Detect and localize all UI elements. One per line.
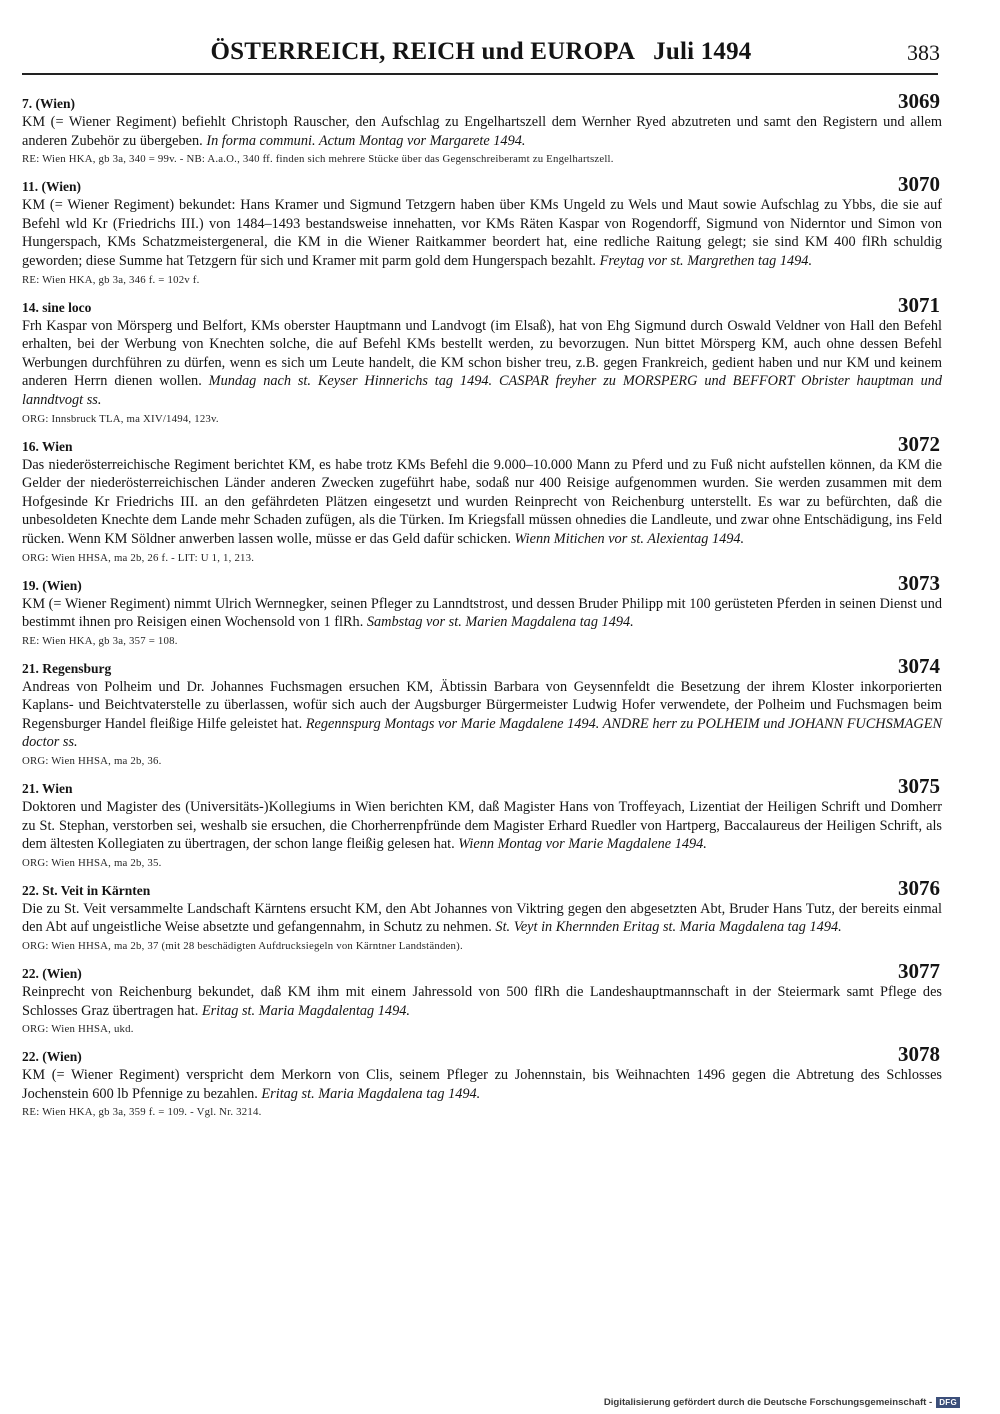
entry-heading	[22, 570, 942, 595]
entry-date: 14. sine loco	[22, 299, 92, 315]
entry-date: 22. (Wien)	[22, 966, 82, 982]
entry-source-note: RE: Wien HKA, gb 3a, 346 f. = 102v f.	[22, 273, 200, 286]
document-entry	[22, 653, 942, 770]
entry-source-note: ORG: Wien HHSA, ma 2b, 37 (mit 28 beschädigten Aufdrucksiegeln von Kärntner Landständen).	[22, 940, 463, 953]
running-title-month: Juli 1494	[653, 38, 752, 65]
entry-heading	[22, 292, 942, 317]
entry-number: 3075	[898, 774, 940, 799]
document-entry	[22, 91, 942, 168]
entry-dating-formula: Wienn Mitichen vor st. Alexientag 1494.	[514, 530, 745, 547]
entry-list	[22, 91, 942, 1127]
entry-dating-formula: Wienn Montag vor Marie Magdalene 1494.	[458, 836, 707, 853]
dfg-logo-icon: DFG	[936, 1397, 960, 1408]
entry-source-note: RE: Wien HKA, gb 3a, 359 f. = 109. - Vgl. Nr. 3214.	[22, 1106, 262, 1119]
page-footer	[604, 1394, 960, 1410]
entry-number: 3073	[898, 570, 940, 595]
document-entry	[22, 570, 942, 650]
entry-heading	[22, 875, 942, 900]
entry-body-text: Frh Kaspar von Mörsperg und Belfort, KMs oberster Hauptmann und Landvogt (im Elsaß), hat von Ehg Sigmund durch Oswald Veldner von Hall den Befehl erhalten, bei der Werbung von Knechten solche, die auf Befehl KMs bestellt werden, zu bevorzugen. Nun bittet Mörsperg KM, auch ohne dessen Befehl Werbungen durchführen zu dürfen, wenn es sich um Leute handelt, die KM schon bisher treu, z.B. gegen Frankreich, gedient haben und nur KM und keinem anderen Herrn dienen wollen.	[22, 317, 942, 390]
entry-body-text: Doktoren und Magister des (Universitäts-)Kollegiums in Wien berichten KM, daß Magister Hans von Troffeyach, Lizentiat der Heiligen Schrift und Domherr zu St. Stephan, verstorben sei, weshalb sie ersuchen, die Chorherrenpfründe dem Magister Erhard Ruedler von Hartperg, Baccalaureus der Heiligen Schrift, als dem ältesten Kollegiaten zu übertragen, der schon lange fleißig gelesen hat.	[22, 799, 942, 853]
entry-dating-formula: Mundag nach st. Keyser Hinnerichs tag 1494. CASPAR freyher zu MORSPERG und BEFFORT Obrister hauptman und lanndtvogt ss.	[22, 373, 943, 408]
entry-number: 3076	[898, 875, 940, 900]
entry-body	[22, 595, 942, 632]
entry-date: 11. (Wien)	[22, 179, 82, 195]
document-entry	[22, 431, 942, 567]
entry-date: 19. (Wien)	[22, 577, 82, 593]
entry-body	[22, 1066, 942, 1103]
entry-heading	[22, 431, 942, 456]
entry-dating-formula: In forma communi. Actum Montag vor Margarete 1494.	[206, 132, 526, 149]
entry-date: 21. Regensburg	[22, 660, 112, 676]
entry-heading	[22, 653, 942, 678]
entry-body	[22, 456, 942, 549]
entry-number: 3078	[898, 1042, 940, 1067]
entry-dating-formula: Sambstag vor st. Marien Magdalena tag 1494.	[366, 614, 634, 631]
entry-body-text: KM (= Wiener Regiment) nimmt Ulrich Wernnegker, seinen Pfleger zu Lanndtstrost, und dessen Bruder Philipp mit 100 gerüsteten Pferden in seinen Dienst und bestimmt ihnen pro Reisigen einen Wochensold von 1 flRh.	[22, 595, 942, 631]
entry-heading	[22, 1044, 942, 1066]
entry-body-text: Die zu St. Veit versammelte Landschaft Kärntens ersucht KM, den Abt Johannes von Viktring gegen den abgesetzten Abt, Bruder Hans Tutz, der bereits einmal den Abt auf ungeistliche Weise absetzte und gefangennahm, in Schutz zu nehmen.	[22, 900, 942, 936]
entry-dating-formula: Eritag st. Maria Magdalena tag 1494.	[261, 1085, 481, 1102]
entry-body	[22, 798, 942, 854]
entry-date: 22. St. Veit in Kärnten	[22, 882, 151, 898]
entry-date: 21. Wien	[22, 781, 73, 797]
entry-source-note: ORG: Wien HHSA, ukd.	[22, 1023, 134, 1036]
entry-number: 3069	[898, 89, 940, 113]
entry-source-note: RE: Wien HKA, gb 3a, 357 = 108.	[22, 634, 178, 647]
page-number: 383	[907, 40, 940, 65]
entry-body-text: Reinprecht von Reichenburg bekundet, daß KM ihm mit einem Jahressold von 500 flRh die Landeshauptmannschaft in der Steiermark samt Pflege des Schlosses Graz übertragen hat.	[22, 984, 942, 1019]
entry-source-note: ORG: Wien HHSA, ma 2b, 35.	[22, 856, 162, 869]
entry-source-note: ORG: Wien HHSA, ma 2b, 36.	[22, 755, 162, 768]
entry-number: 3077	[898, 959, 940, 984]
entry-body-text: Das niederösterreichische Regiment berichtet KM, es habe trotz KMs Befehl die 9.000–10.000 Mann zu Pferd und zu Fuß nicht aufstellen können, da KM die Gelder der niederösterreichischen Länder anderen Zwecken zugeführt habe, sodaß nur 400 Reisige aufgenommen wurden. Sie werden zusammen mit dem Hofgesinde Kr Friedrichs III. an den gefährdeten Plätzen eingesetzt und wurden Reinprecht von Reichenburg unterstellt. Es war zu befürchten, daß die unbesoldeten Knechte dem Lande mehr Schaden zufügen, als die Türken. Im Kriegsfall müssen ohnedies die Landleute, und zwar ohne Entschädigung, ins Feld rücken. Wenn KM Söldner anwerben lassen wolle, müsse er das Geld dafür schicken.	[22, 456, 942, 547]
header-rule	[22, 73, 938, 75]
entry-number: 3072	[898, 431, 940, 456]
running-title-text: ÖSTERREICH, REICH und EUROPA	[210, 38, 636, 65]
entry-heading	[22, 776, 942, 798]
document-entry	[22, 292, 943, 428]
entry-date: 7. (Wien)	[22, 96, 75, 111]
entry-body	[22, 678, 942, 752]
entry-body	[22, 113, 942, 150]
entry-heading	[22, 91, 942, 113]
entry-body-text: Andreas von Polheim und Dr. Johannes Fuchsmagen ersuchen KM, Äbtissin Barbara von Geysennfeldt die Besetzung der ihrem Kloster inkorporierten Kaplans- und Beichtvaterstelle zu überlassen, wofür sich auch der Augsburger Bürgermeister Ludwig Hofer verwendete, der Polheim und Fuchsmagen beim Regensburger Handel fleißige Hilfe geleistet hat.	[22, 678, 942, 732]
footer-credit: Digitalisierung gefördert durch die Deutsche Forschungsgemeinschaft -	[603, 1396, 933, 1408]
entry-source-note: ORG: Innsbruck TLA, ma XIV/1494, 123v.	[22, 412, 219, 425]
entry-body	[22, 196, 942, 270]
entry-body	[22, 983, 942, 1020]
document-entry	[22, 961, 942, 1038]
entry-number: 3070	[898, 172, 940, 197]
entry-body-text: KM (= Wiener Regiment) befiehlt Christoph Rauscher, den Aufschlag zu Engelhartszell dem Wernher Ryed abzutreten und samt den Registern und allem anderen Zubehör zu übergeben.	[22, 114, 942, 149]
entry-body-text: KM (= Wiener Regiment) verspricht dem Merkorn von Clis, seinem Pfleger zu Johennstain, bis Weihnachten 1496 gegen die Abtretung des Schlosses Jochenstein 600 lb Pfennige zu bezahlen.	[22, 1067, 942, 1102]
entry-body-text: KM (= Wiener Regiment) bekundet: Hans Kramer und Sigmund Tetzgern haben über KMs Ungeld zu Wels und Maut sowie Aufschlag zu Ybbs, die sie auf Befehl wld Kr (Friedrichs III.) von 1484–1493 bestandsweise innehatten, vor KMs Räten Kaspar von Rogendorff, Sigmund von Niderntor und Simon von Hungerspach, KMs Schatzmeistergeneral, die KM in die Wiener Raitkammer beordert hat, eine redliche Raitung gelegt; sie sind KM 400 flRh schuldig geworden; diese Summe hat Tetzgern für sich und Kramer mit parm gold dem Hungerspach bezahlt.	[22, 197, 942, 269]
document-entry	[22, 776, 942, 872]
entry-body	[22, 317, 942, 410]
entry-dating-formula: Eritag st. Maria Magdalentag 1494.	[201, 1002, 410, 1019]
running-title	[22, 38, 940, 66]
page-header	[22, 38, 940, 72]
entry-date: 16. Wien	[22, 438, 73, 454]
entry-heading	[22, 174, 942, 196]
document-entry	[22, 1044, 942, 1121]
document-entry	[22, 875, 942, 955]
entry-dating-formula: St. Veyt in Khernnden Eritag st. Maria Magdalena tag 1494.	[495, 919, 842, 936]
entry-dating-formula: Freytag vor st. Margrethen tag 1494.	[599, 252, 813, 269]
document-entry	[22, 174, 942, 288]
entry-heading	[22, 961, 942, 983]
entry-source-note: RE: Wien HKA, gb 3a, 340 = 99v. - NB: A.a.O., 340 ff. finden sich mehrere Stücke über das Gegenschreiberamt zu Engelhartszell.	[22, 153, 614, 166]
entry-number: 3071	[898, 292, 940, 317]
entry-date: 22. (Wien)	[22, 1049, 82, 1065]
entry-source-note: ORG: Wien HHSA, ma 2b, 26 f. - LIT: U 1, 1, 213.	[22, 551, 255, 564]
entry-body	[22, 900, 942, 937]
entry-number: 3074	[898, 653, 940, 678]
entry-dating-formula: Regennspurg Montags vor Marie Magdalene 1494. ANDRE herr zu POLHEIM und JOHANN FUCHSMAGEN doctor ss.	[22, 715, 942, 751]
